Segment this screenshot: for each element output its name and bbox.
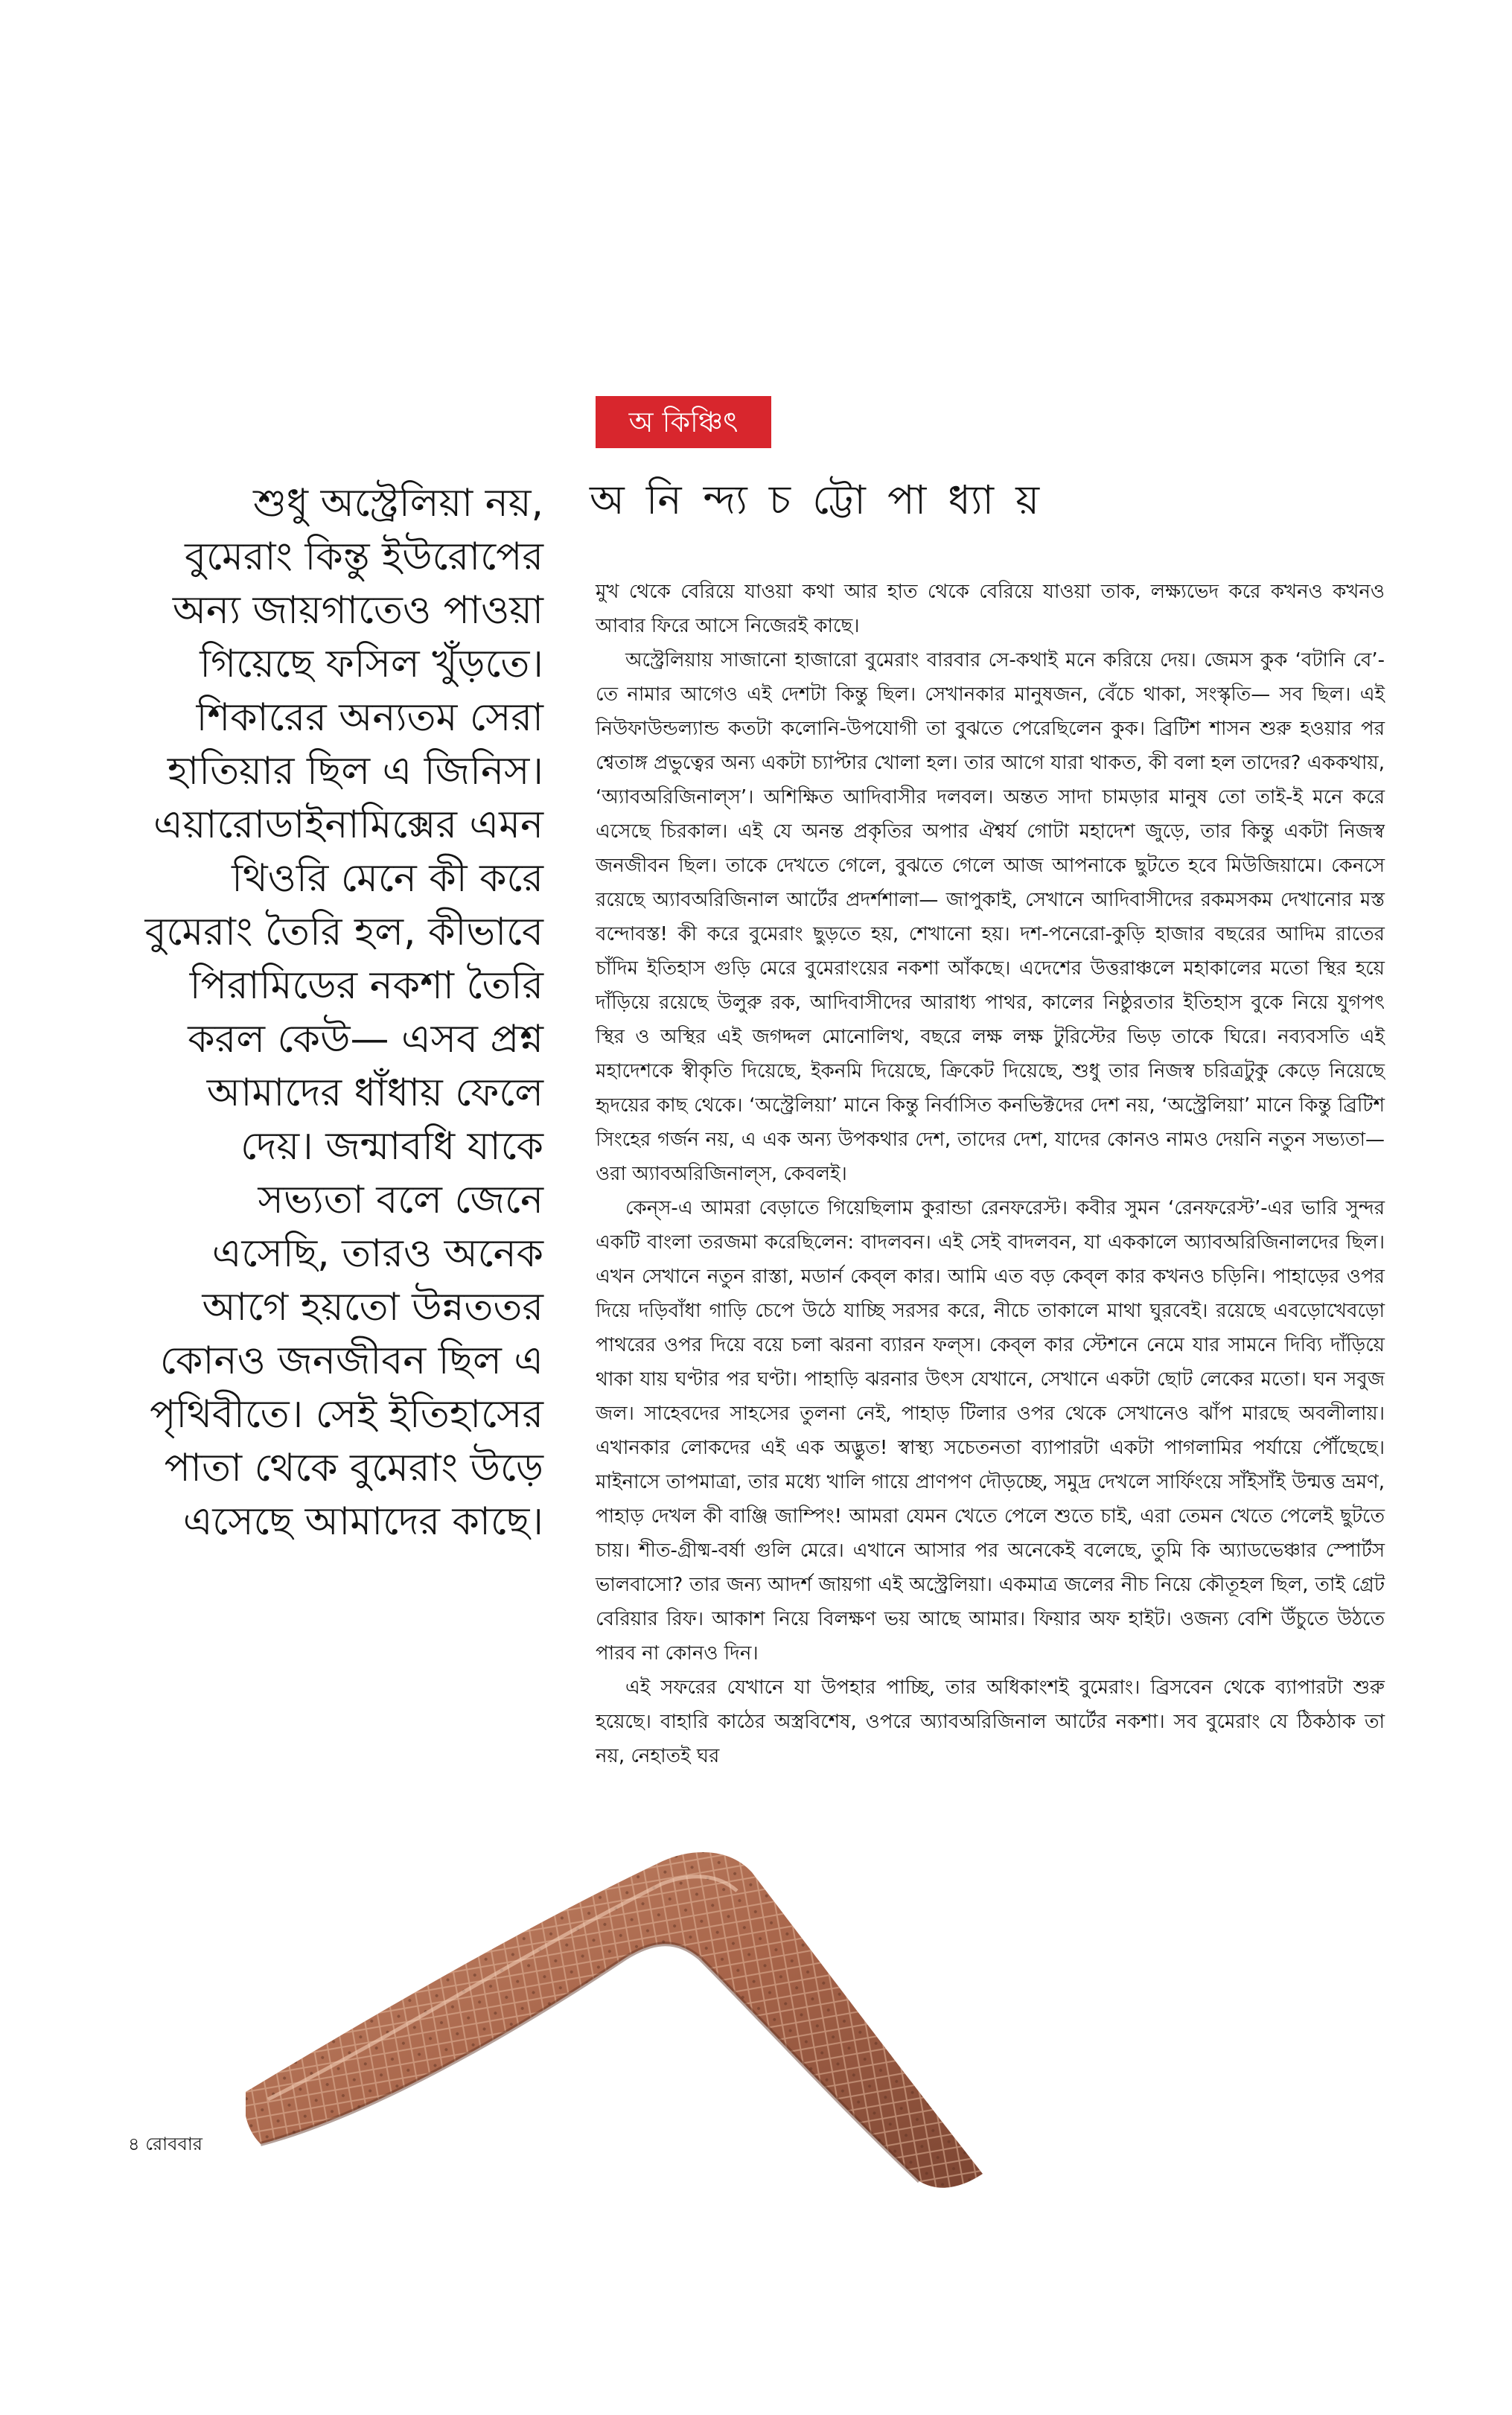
section-tag: অ কিঞ্চিৎ bbox=[596, 396, 771, 448]
paragraph: এই সফরের যেখানে যা উপহার পাচ্ছি, তার অধিকাংশই বুমেরাং। ব্রিসবেন থেকে ব্যাপারটা শুরু হয়েছে। বাহারি কাঠের অস্ত্রবিশেষ, ওপরে অ্যাবঅরিজিনাল আর্টের নকশা। সব বুমেরাং যে ঠিকঠাক তা নয়, নেহাতই ঘর bbox=[596, 1677, 1385, 1767]
paragraph: মুখ থেকে বেরিয়ে যাওয়া কথা আর হাত থেকে বেরিয়ে যাওয়া তাক, লক্ষ্যভেদ করে কখনও কখনও আবার ফিরে আসে নিজেরই কাছে। bbox=[596, 581, 1385, 637]
paragraph: অস্ট্রেলিয়ায় সাজানো হাজারো বুমেরাং বারবার সে-কথাই মনে করিয়ে দেয়। জেমস কুক ‘বটানি বে’-তে নামার আগেও এই দেশটা কিন্তু ছিল। সেখানকার মানুষজন, বেঁচে থাকা, সংস্কৃতি— সব ছিল। এই নিউফাউন্ডল্যান্ড কতটা কলোনি-উপযোগী তা বুঝতে পেরেছিলেন কুক। ব্রিটিশ শাসন শুরু হওয়ার পর শ্বেতাঙ্গ প্রভুত্বের অন্য একটা চ্যাপ্টার খোলা হল। তার আগে যারা থাকত, কী বলা হল তাদের? এককথায়, ‘অ্যাবঅরিজিনাল্‌স’। অশিক্ষিত আদিবাসীর দলবল। অন্তত সাদা চামড়ার মানুষ তো তাই-ই মনে করে এসেছে চিরকাল। এই যে অনন্ত প্রকৃতির অপার ঐশ্বর্য গোটা মহাদেশ জুড়ে, তার কিন্তু একটা নিজস্ব জনজীবন ছিল। তাকে দেখতে গেলে, বুঝতে গেলে আজ আপনাকে ছুটতে হবে মিউজিয়ামে। কেনসে রয়েছে অ্যাবঅরিজিনাল আর্টের প্রদর্শশালা— জাপুকাই, সেখানে আদিবাসীদের রকমসকম দেখানোর মস্ত বন্দোবস্ত! কী করে বুমেরাং ছুড়তে হয়, শেখানো হয়। দশ-পনেরো-কুড়ি হাজার বছরের আদিম রাতের চাঁদিম ইতিহাস গুড়ি মেরে বুমেরাংয়ের নকশা আঁকছে। এদেশের উত্তরাঞ্চলে মহাকালের মতো স্থির হয়ে দাঁড়িয়ে রয়েছে উলুরু রক, আদিবাসীদের আরাধ্য পাথর, কালের নিষ্ঠুরতার ইতিহাস বুকে নিয়ে যুগপৎ স্থির ও অস্থির এই জগদ্দল মোনোলিথ, বছরে লক্ষ লক্ষ টুরিস্টের ভিড় তাকে ঘিরে। নব্যবসতি এই মহাদেশকে স্বীকৃতি দিয়েছে, ইকনমি দিয়েছে, ক্রিকেট দিয়েছে, শুধু তার নিজস্ব চরিত্রটুকু কেড়ে নিয়েছে হৃদয়ের কাছ থেকে। ‘অস্ট্রেলিয়া’ মানে কিন্তু নির্বাসিত কনভিক্টদের দেশ নয়, ‘অস্ট্রেলিয়া’ মানে কিন্তু ব্রিটিশ সিংহের গর্জন নয়, এ এক অন্য উপকথার দেশ, তাদের দেশ, যাদের কোনও নামও দেয়নি নতুন সভ্যতা— ওরা অ্যাবঅরিজিনাল্‌স, কেবলই। bbox=[596, 649, 1385, 1185]
page-folio: ৪ রোববার bbox=[128, 2134, 202, 2154]
pull-quote: শুধু অস্ট্রেলিয়া নয়, বুমেরাং কিন্তু ইউরোপের অন্য জায়গাতেও পাওয়া গিয়েছে ফসিল খুঁড়তে। শিকারের অন্যতম সেরা হাতিয়ার ছিল এ জিনিস। এয়ারোডাইনামিক্সের এমন থিওরি মেনে কী করে বুমেরাং তৈরি হল, কীভাবে পিরামিডের নকশা তৈরি করল কেউ— এসব প্রশ্ন আমাদের ধাঁধায় ফেলে দেয়। জন্মাবধি যাকে সভ্যতা বলে জেনে এসেছি, তারও অনেক আগে হয়তো উন্নততর কোনও জনজীবন ছিল এ পৃথিবীতে। সেই ইতিহাসের পাতা থেকে বুমেরাং উড়ে এসেছে আমাদের কাছে। bbox=[144, 481, 543, 1544]
paragraph: কেন্‌স-এ আমরা বেড়াতে গিয়েছিলাম কুরান্ডা রেনফরেস্ট। কবীর সুমন ‘রেনফরেস্ট’-এর ভারি সুন্দর একটি বাংলা তরজমা করেছিলেন: বাদলবন। এই সেই বাদলবন, যা এককালে অ্যাবঅরিজিনালদের ছিল। এখন সেখানে নতুন রাস্তা, মডার্ন কেব্‌ল কার। আমি এত বড় কেব্‌ল কার কখনও চড়িনি। পাহাড়ের ওপর দিয়ে দড়িবাঁধা গাড়ি চেপে উঠে যাচ্ছি সরসর করে, নীচে তাকালে মাথা ঘুরবেই। রয়েছে এবড়োখেবড়ো পাথরের ওপর দিয়ে বয়ে চলা ঝরনা ব্যারন ফল্‌স। কেব্‌ল কার স্টেশনে নেমে যার সামনে দিব্যি দাঁড়িয়ে থাকা যায় ঘণ্টার পর ঘণ্টা। পাহাড়ি ঝরনার উৎস যেখানে, সেখানে একটা ছোট লেকের মতো। ঘন সবুজ জল। সাহেবদের সাহসের তুলনা নেই, পাহাড় টিলার ওপর থেকে সেখানেও ঝাঁপ মারছে অবলীলায়। এখানকার লোকদের এই এক অদ্ভুত! স্বাস্থ্য সচেতনতা ব্যাপারটা একটা পাগলামির পর্যায়ে পৌঁছেছে। মাইনাসে তাপমাত্রা, তার মধ্যে খালি গায়ে প্রাণপণ দৌড়চ্ছে, সমুদ্র দেখলে সার্ফিংয়ে সাঁইসাঁই উন্মত্ত ভ্রমণ, পাহাড় দেখল কী বাঞ্জি জাম্পিং! আমরা যেমন খেতে পেলে শুতে চাই, এরা তেমন খেতে পেলেই ছুটতে চায়। শীত-গ্রীষ্ম-বর্ষা গুলি মেরে। এখানে আসার পর অনেকেই বলেছে, তুমি কি অ্যাডভেঞ্চার স্পোর্টস ভালবাসো? তার জন্য আদর্শ জায়গা এই অস্ট্রেলিয়া। একমাত্র জলের নীচ নিয়ে কৌতূহল ছিল, তাই গ্রেট বেরিয়ার রিফ। আকাশ নিয়ে বিলক্ষণ ভয় আছে আমার। ফিয়ার অফ হাইট। ওজন্য বেশি উঁচুতে উঠতে পারব না কোনও দিন। bbox=[596, 1197, 1385, 1665]
boomerang-photo bbox=[246, 1779, 1065, 2211]
author-byline: অ নি ন্দ্য চ ট্টো পা ধ্যা য় bbox=[590, 476, 1044, 523]
